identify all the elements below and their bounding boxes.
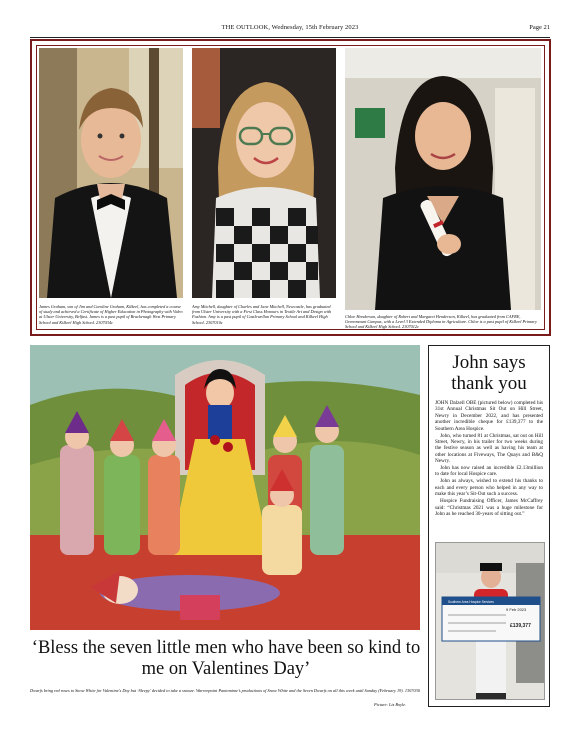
newspaper-dateline: THE OUTLOOK, Wednesday, 15th February 2023 [221,24,359,31]
john-paragraph: John, who turned 81 at Christmas, sat out on Hill Street, Newry, in his trailer for two weeks during the festive season as well as having his team at other locations at Fiveways, The Quays and B&Q Newry. [435,432,543,465]
pantomime-photo [30,345,420,630]
graduates-frame [30,39,551,336]
cheque-org: Southern Area Hospice Services [448,600,494,604]
john-article-title [429,352,549,394]
john-title-line1: John says [452,352,526,373]
graduates-inner-border [36,45,545,330]
chloe-caption: Chloe Henderson, daughter of Robert and Margaret Henderson, Kilkeel, has graduated from CAFRE, Greenmount Campus, with a Level 3 Extended Diploma in Agriculture. Chloe is a past pupil of Kilkeel Primary School and Kilkeel High School. 2307012c [345,314,537,330]
james-photo [39,48,183,298]
john-article [428,345,550,707]
cheque-date: 9 Feb 2023 [506,607,527,612]
cheque-amount: £139,377 [510,623,531,629]
john-paragraph: JOHN Dalzell OBE (pictured below) completed his 31st Annual Christmas Sit Out on Hill Street, Newry in December 2022, and has presented another incredible cheque for £139,377 to the Southern Area Hospice. [435,400,543,432]
john-paragraph: Hospice Fundraising Officer, James McCaffrey said: “Christmas 2021 was a huge milestone for John as he reached 30-years of sitting out.” [435,498,543,517]
pantomime-photo-credit: Picture: Liz Boyle. [374,702,407,707]
page-header [30,24,550,38]
pantomime-headline: ‘Bless the seven little men who have been so kind to me on Valentines Day’ [31,638,421,679]
amy-photo [192,48,336,298]
amy-caption: Amy Mitchell, daughter of Charles and Jane Mitchell, Newcastle, has graduated from Ulster University with a First Class Honours in Textile Art and Design with Fashion. Amy is a past pupil of Castlewellan Primary School and Kilkeel High School. 2307010c [192,304,332,325]
chloe-photo [345,48,541,310]
john-paragraph: John as always, wished to extend his thanks to each and every person who helped in any way to make this year’s Sit-Out such a success. [435,478,543,498]
john-paragraph: John has now raised an incredible £2.13million to date for local Hospice care. [435,465,543,478]
james-caption: James Graham, son of Jim and Caroline Graham, Kilkeel, has completed a course of study and achieved a Certificate of Higher Education in Photography with Video at Ulster University, Belfast. James is a past pupil of Brackenagh West Primary School and Kilkeel High School. 2307034c [39,304,183,325]
john-title-line2: thank you [451,373,527,394]
page-number: Page 21 [529,24,550,31]
pantomime-caption: Dwarfs bring red roses to Snow White for Valentine’s Day but ‘Sleepy’ decided to take a snooze. Warrenpoint Pantomime’s productions of Snow White and the Seven Dwarfs on all this week until Sunday (February 19). 1307030 [30,688,420,693]
john-cheque-photo [435,542,545,700]
john-article-body [435,400,543,518]
